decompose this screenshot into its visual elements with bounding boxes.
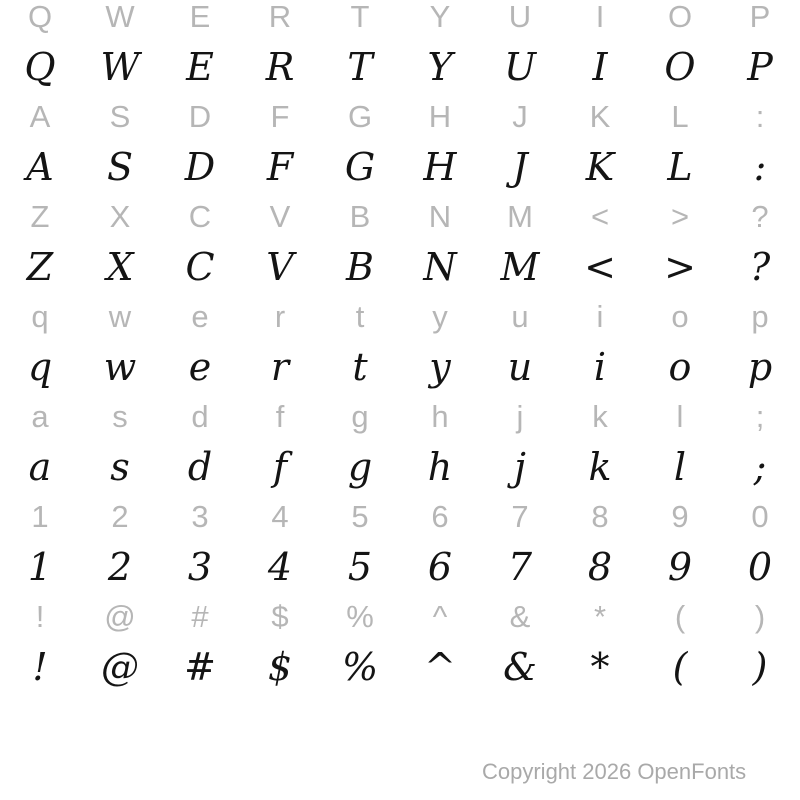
glyph-reference: 7	[511, 499, 529, 534]
glyph-reference: :	[755, 99, 765, 134]
glyph-specimen: F	[266, 145, 294, 189]
glyph-specimen: q	[27, 345, 53, 389]
glyph-specimen: !	[32, 645, 48, 689]
glyph-reference: w	[108, 299, 132, 334]
glyph-specimen: e	[188, 345, 212, 389]
glyph-reference: L	[671, 99, 689, 134]
glyph-specimen: D	[184, 145, 216, 189]
glyph-reference: K	[589, 99, 611, 134]
glyph-reference: 8	[591, 499, 609, 534]
glyph-reference: g	[351, 399, 369, 434]
glyph-reference: t	[355, 299, 365, 334]
glyph-specimen: T	[347, 45, 373, 89]
glyph-specimen: C	[185, 245, 215, 289]
glyph-specimen: f	[272, 445, 288, 489]
glyph-specimen: l	[673, 445, 687, 489]
specimen-row-symbols	[0, 642, 800, 692]
glyph-reference: ^	[432, 599, 448, 634]
glyph-specimen: p	[747, 345, 773, 389]
glyph-specimen: j	[514, 445, 526, 489]
glyph-specimen: B	[346, 245, 374, 289]
glyph-reference: #	[191, 599, 209, 634]
glyph-reference: a	[31, 399, 49, 434]
glyph-reference: o	[671, 299, 689, 334]
glyph-specimen: Q	[24, 45, 56, 89]
glyph-specimen: X	[106, 245, 134, 289]
glyph-reference: i	[596, 299, 604, 334]
glyph-specimen: M	[500, 245, 540, 289]
glyph-specimen: Y	[427, 45, 453, 89]
glyph-reference: N	[428, 199, 452, 234]
glyph-specimen: W	[100, 45, 140, 89]
glyph-specimen: u	[507, 345, 533, 389]
glyph-reference: V	[269, 199, 291, 234]
glyph-specimen: 8	[587, 545, 613, 589]
reference-row-symbols	[0, 592, 800, 642]
reference-row-digits	[0, 492, 800, 542]
glyph-specimen: E	[186, 45, 214, 89]
glyph-specimen: 3	[187, 545, 213, 589]
glyph-reference: u	[511, 299, 529, 334]
glyph-specimen: 2	[107, 545, 133, 589]
glyph-reference: j	[516, 399, 524, 434]
glyph-reference: B	[349, 199, 371, 234]
glyph-reference: S	[109, 99, 131, 134]
glyph-specimen: *	[590, 645, 610, 689]
glyph-reference: T	[350, 0, 370, 34]
glyph-specimen: t	[352, 345, 368, 389]
glyph-reference: 3	[191, 499, 209, 534]
glyph-specimen: ?	[749, 245, 771, 289]
glyph-specimen: R	[265, 45, 295, 89]
glyph-reference: !	[35, 599, 45, 634]
glyph-reference: F	[270, 99, 290, 134]
glyph-reference: A	[29, 99, 51, 134]
glyph-specimen: U	[503, 45, 537, 89]
reference-row-uppercase-home	[0, 92, 800, 142]
glyph-reference: G	[347, 99, 373, 134]
glyph-reference: @	[104, 599, 136, 634]
glyph-reference: D	[188, 99, 212, 134]
glyph-reference: s	[112, 399, 128, 434]
specimen-row-lowercase-home	[0, 442, 800, 492]
specimen-row-lowercase-top	[0, 342, 800, 392]
glyph-specimen: w	[103, 345, 137, 389]
glyph-specimen: V	[266, 245, 294, 289]
glyph-reference: X	[109, 199, 131, 234]
glyph-specimen: (	[672, 645, 688, 689]
reference-row-lowercase-top	[0, 292, 800, 342]
glyph-reference: O	[667, 0, 693, 34]
glyph-reference: f	[275, 399, 285, 434]
glyph-specimen: 5	[347, 545, 373, 589]
glyph-reference: M	[507, 199, 533, 234]
glyph-specimen: $	[267, 645, 293, 689]
glyph-reference: R	[268, 0, 292, 34]
glyph-specimen: @	[101, 645, 139, 689]
glyph-reference: ?	[751, 199, 769, 234]
glyph-reference: y	[432, 299, 448, 334]
glyph-specimen: N	[423, 245, 457, 289]
glyph-specimen: a	[28, 445, 52, 489]
glyph-reference: $	[271, 599, 289, 634]
glyph-specimen: 7	[507, 545, 533, 589]
glyph-specimen: ^	[424, 645, 456, 689]
glyph-specimen: h	[427, 445, 453, 489]
glyph-reference: Y	[429, 0, 451, 34]
glyph-reference: 1	[31, 499, 49, 534]
glyph-reference: p	[751, 299, 769, 334]
glyph-reference: %	[346, 599, 374, 634]
glyph-specimen: O	[664, 45, 696, 89]
reference-row-uppercase-bottom	[0, 192, 800, 242]
glyph-reference: J	[512, 99, 528, 134]
glyph-reference: e	[191, 299, 209, 334]
glyph-specimen: 4	[267, 545, 293, 589]
glyph-reference: H	[428, 99, 452, 134]
glyph-reference: E	[189, 0, 211, 34]
glyph-specimen: K	[585, 145, 615, 189]
glyph-specimen: <	[584, 245, 616, 289]
glyph-reference: 2	[111, 499, 129, 534]
glyph-reference: 6	[431, 499, 449, 534]
glyph-specimen: y	[429, 345, 451, 389]
glyph-reference: C	[188, 199, 212, 234]
reference-row-uppercase-top	[0, 0, 800, 42]
glyph-specimen: &	[503, 645, 537, 689]
glyph-reference: *	[593, 599, 607, 634]
glyph-specimen: P	[747, 45, 773, 89]
glyph-specimen: Z	[26, 245, 54, 289]
glyph-specimen: S	[106, 145, 134, 189]
glyph-reference: W	[105, 0, 135, 34]
glyph-reference: 9	[671, 499, 689, 534]
glyph-reference: h	[431, 399, 449, 434]
specimen-row-uppercase-home	[0, 142, 800, 192]
glyph-reference: 5	[351, 499, 369, 534]
glyph-reference: 0	[751, 499, 769, 534]
glyph-reference: d	[191, 399, 209, 434]
glyph-specimen: 6	[427, 545, 453, 589]
glyph-reference: &	[509, 599, 531, 634]
glyph-specimen: 9	[667, 545, 693, 589]
specimen-row-digits	[0, 542, 800, 592]
glyph-specimen: d	[187, 445, 213, 489]
glyph-reference: P	[749, 0, 771, 34]
specimen-row-uppercase-top	[0, 42, 800, 92]
glyph-reference: >	[670, 199, 690, 234]
glyph-specimen: g	[347, 445, 373, 489]
glyph-specimen: J	[512, 145, 528, 189]
specimen-row-uppercase-bottom	[0, 242, 800, 292]
glyph-specimen: I	[592, 45, 608, 89]
glyph-reference: l	[676, 399, 684, 434]
glyph-reference: 4	[271, 499, 289, 534]
glyph-reference: <	[590, 199, 610, 234]
glyph-reference: I	[595, 0, 605, 34]
copyright-text: Copyright 2026 OpenFonts	[482, 759, 747, 784]
glyph-specimen: k	[588, 445, 612, 489]
glyph-specimen: :	[753, 145, 767, 189]
glyph-specimen: 1	[27, 545, 53, 589]
glyph-reference: Q	[27, 0, 53, 34]
glyph-specimen: #	[184, 645, 216, 689]
glyph-reference: Z	[30, 199, 50, 234]
reference-row-lowercase-home	[0, 392, 800, 442]
glyph-specimen: ;	[753, 445, 767, 489]
glyph-specimen: G	[344, 145, 376, 189]
glyph-specimen: i	[593, 345, 607, 389]
glyph-specimen: L	[667, 145, 693, 189]
glyph-specimen: >	[664, 245, 696, 289]
glyph-reference: ;	[755, 399, 765, 434]
glyph-specimen: o	[668, 345, 692, 389]
glyph-specimen: r	[270, 345, 290, 389]
glyph-specimen: s	[110, 445, 130, 489]
glyph-reference: k	[592, 399, 608, 434]
glyph-reference: q	[31, 299, 49, 334]
glyph-reference: )	[754, 599, 766, 634]
glyph-specimen: %	[341, 645, 379, 689]
glyph-specimen: 0	[747, 545, 773, 589]
glyph-reference: U	[508, 0, 532, 34]
glyph-reference: r	[274, 299, 286, 334]
glyph-specimen: H	[423, 145, 457, 189]
glyph-specimen: )	[752, 645, 768, 689]
glyph-reference: (	[674, 599, 686, 634]
glyph-specimen: A	[26, 145, 54, 189]
